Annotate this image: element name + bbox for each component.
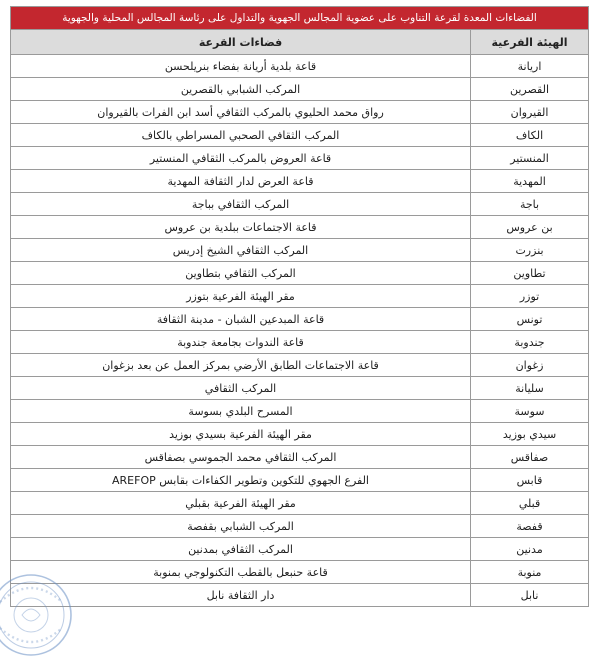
region-cell: نابل [471, 584, 589, 607]
region-cell: سوسة [471, 400, 589, 423]
venue-cell: المركب الثقافي محمد الجموسي بصفاقس [11, 446, 471, 469]
venue-cell: مقر الهيئة الفرعية بسيدي بوزيد [11, 423, 471, 446]
venue-cell: المركب الثقافي الصحبي المسراطي بالكاف [11, 124, 471, 147]
region-cell: منوبة [471, 561, 589, 584]
venue-cell: قاعة حنبعل بالقطب التكنولوجي بمنوبة [11, 561, 471, 584]
table-row [11, 584, 589, 607]
region-cell: توزر [471, 285, 589, 308]
region-cell: سيدي بوزيد [471, 423, 589, 446]
venue-cell: المسرح البلدي بسوسة [11, 400, 471, 423]
table-row [11, 400, 589, 423]
venues-table [10, 6, 589, 607]
region-cell: القصرين [471, 78, 589, 101]
official-seal-stamp-icon [0, 572, 74, 658]
venue-cell: قاعة الاجتماعات الطابق الأرضي بمركز العمل عن بعد بزغوان [11, 354, 471, 377]
venue-cell: قاعة بلدية أريانة بفضاء بنريلحسن [11, 55, 471, 78]
venue-cell: قاعة الندوات بجامعة جندوبة [11, 331, 471, 354]
table-row [11, 331, 589, 354]
venue-cell: المركب الشبابي بقفصة [11, 515, 471, 538]
region-cell: اريانة [471, 55, 589, 78]
table-row [11, 446, 589, 469]
region-cell: جندوبة [471, 331, 589, 354]
table-row [11, 354, 589, 377]
table-row [11, 170, 589, 193]
region-cell: المهدية [471, 170, 589, 193]
table-row [11, 239, 589, 262]
table-row [11, 423, 589, 446]
venue-cell: المركب الثقافي بمدنين [11, 538, 471, 561]
venue-cell: دار الثقافة نابل [11, 584, 471, 607]
header-row [11, 30, 589, 55]
venue-cell: المركب الثقافي [11, 377, 471, 400]
table-row [11, 101, 589, 124]
table-row [11, 55, 589, 78]
venue-cell: مقر الهيئة الفرعية بقبلي [11, 492, 471, 515]
venue-cell: قاعة المبدعين الشبان - مدينة الثقافة [11, 308, 471, 331]
document [10, 6, 588, 607]
table-row [11, 78, 589, 101]
venue-cell: رواق محمد الحليوي بالمركب الثقافي أسد ابن الفرات بالقيروان [11, 101, 471, 124]
region-cell: تونس [471, 308, 589, 331]
table-row [11, 124, 589, 147]
region-cell: قبلي [471, 492, 589, 515]
region-cell: سليانة [471, 377, 589, 400]
table-row [11, 216, 589, 239]
table-row [11, 262, 589, 285]
table-row [11, 469, 589, 492]
table-row [11, 308, 589, 331]
table-row [11, 285, 589, 308]
venue-cell: مقر الهيئة الفرعية بتوزر [11, 285, 471, 308]
region-cell: زغوان [471, 354, 589, 377]
table-body [11, 55, 589, 607]
region-cell: قفصة [471, 515, 589, 538]
region-cell: صفاقس [471, 446, 589, 469]
region-cell: تطاوين [471, 262, 589, 285]
table-row [11, 538, 589, 561]
venue-cell: قاعة الاجتماعات ببلدية بن عروس [11, 216, 471, 239]
venue-cell: المركب الثقافي بتطاوين [11, 262, 471, 285]
region-cell: باجة [471, 193, 589, 216]
region-cell: الكاف [471, 124, 589, 147]
title-row [11, 7, 589, 30]
region-cell: بن عروس [471, 216, 589, 239]
venue-cell: المركب الثقافي الشيخ إدريس [11, 239, 471, 262]
venue-cell: المركب الثقافي بباجة [11, 193, 471, 216]
venue-cell: قاعة العرض لدار الثقافة المهدية [11, 170, 471, 193]
table-title: الفضاءات المعدة لقرعة التناوب على عضوية المجالس الجهوية والتداول على رئاسة المجالس المحلية والجهوية [11, 7, 589, 30]
region-cell: بنزرت [471, 239, 589, 262]
region-cell: المنستير [471, 147, 589, 170]
venue-cell: قاعة العروض بالمركب الثقافي المنستير [11, 147, 471, 170]
region-cell: مدنين [471, 538, 589, 561]
table-row [11, 147, 589, 170]
table-row [11, 561, 589, 584]
region-cell: قابس [471, 469, 589, 492]
table-row [11, 377, 589, 400]
venue-cell: الفرع الجهوي للتكوين وتطوير الكفاءات بقابس AREFOP [11, 469, 471, 492]
column-header-region: الهيئة الفرعية [471, 30, 589, 55]
region-cell: القيروان [471, 101, 589, 124]
table-row [11, 193, 589, 216]
column-header-venue: فضاءات القرعة [11, 30, 471, 55]
table-row [11, 492, 589, 515]
table-row [11, 515, 589, 538]
venue-cell: المركب الشبابي بالقصرين [11, 78, 471, 101]
